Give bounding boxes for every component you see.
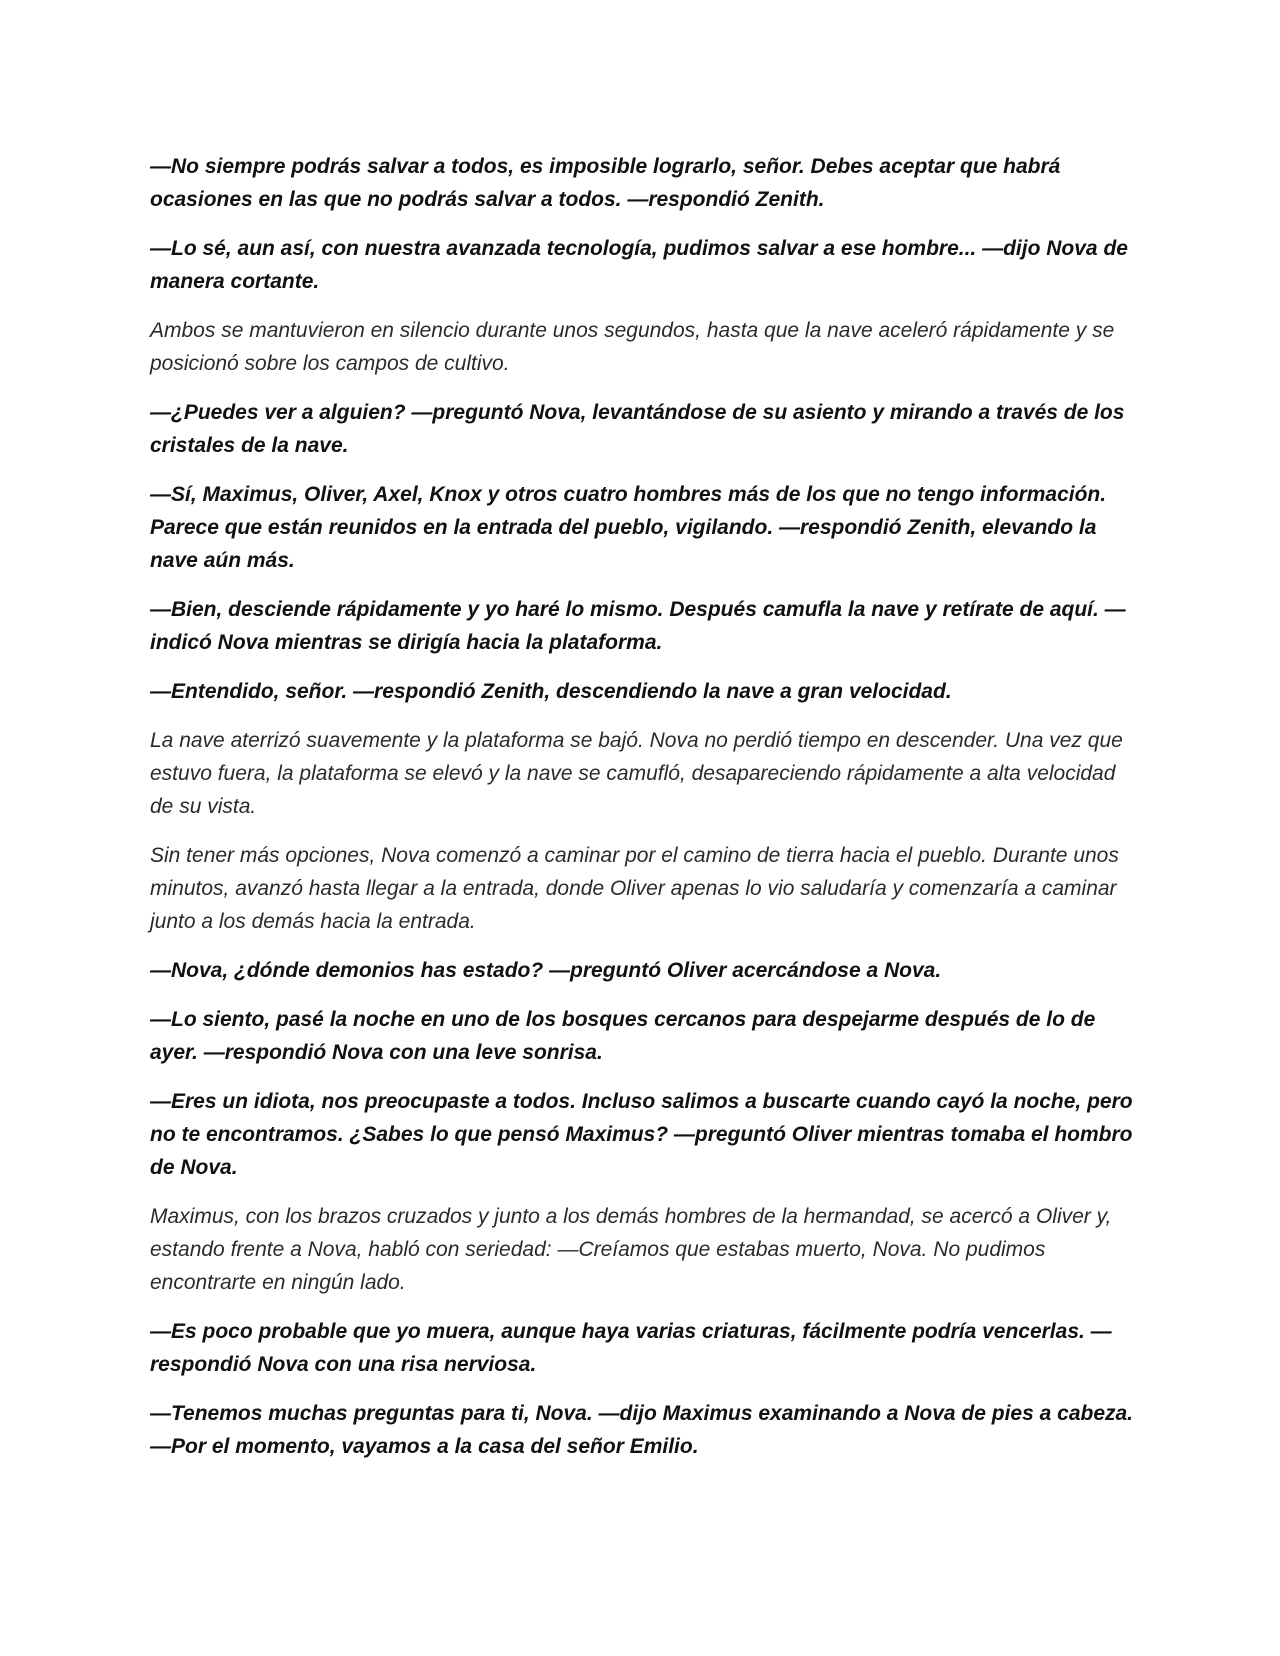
paragraph: Ambos se mantuvieron en silencio durante unos segundos, hasta que la nave aceleró rápidamente y se posicionó sobre los campos de cultivo. bbox=[150, 319, 1115, 375]
paragraph: Sin tener más opciones, Nova comenzó a caminar por el camino de tierra hacia el pueblo. Durante unos minutos, avanzó hasta llegar a la entrada, donde Oliver apenas lo vio saludaría y comenzaría a caminar junto a los demás hacia la entrada. bbox=[150, 844, 1119, 933]
paragraph: —¿Puedes ver a alguien? —preguntó Nova, levantándose de su asiento y mirando a través de los cristales de la nave. bbox=[150, 401, 1125, 457]
paragraph: —Tenemos muchas preguntas para ti, Nova. —dijo Maximus examinando a Nova de pies a cabeza. —Por el momento, vayamos a la casa del señor Emilio. bbox=[150, 1402, 1134, 1458]
paragraph: —Es poco probable que yo muera, aunque haya varias criaturas, fácilmente podría vencerlas. —respondió Nova con una risa nerviosa. bbox=[150, 1320, 1112, 1376]
paragraph: —Lo sé, aun así, con nuestra avanzada tecnología, pudimos salvar a ese hombre... —dijo Nova de manera cortante. bbox=[150, 237, 1128, 293]
paragraph: Maximus, con los brazos cruzados y junto a los demás hombres de la hermandad, se acercó a Oliver y, estando frente a Nova, habló con seriedad: —Creíamos que estabas muerto, Nova. No pudimos encontrarte en ningún lado. bbox=[150, 1205, 1112, 1294]
paragraph: —Eres un idiota, nos preocupaste a todos. Incluso salimos a buscarte cuando cayó la noche, pero no te encontramos. ¿Sabes lo que pensó Maximus? —preguntó Oliver mientras tomaba el hombro de Nova. bbox=[150, 1090, 1133, 1179]
paragraph: —Bien, desciende rápidamente y yo haré lo mismo. Después camufla la nave y retírate de aquí. —indicó Nova mientras se dirigía hacia la plataforma. bbox=[150, 598, 1126, 654]
paragraph: —Nova, ¿dónde demonios has estado? —preguntó Oliver acercándose a Nova. bbox=[150, 959, 942, 982]
paragraph: La nave aterrizó suavemente y la plataforma se bajó. Nova no perdió tiempo en descender. Una vez que estuvo fuera, la plataforma se elevó y la nave se camufló, desapareciendo rápidamente a alta velocidad de su vista. bbox=[150, 729, 1123, 818]
document-page bbox=[150, 150, 1135, 1479]
paragraph: —Sí, Maximus, Oliver, Axel, Knox y otros cuatro hombres más de los que no tengo información. Parece que están reunidos en la entrada del pueblo, vigilando. —respondió Zenith, elevando la nave aún más. bbox=[150, 483, 1107, 572]
paragraph: —Entendido, señor. —respondió Zenith, descendiendo la nave a gran velocidad. bbox=[150, 680, 952, 703]
paragraph: —No siempre podrás salvar a todos, es imposible lograrlo, señor. Debes aceptar que habrá ocasiones en las que no podrás salvar a todos. —respondió Zenith. bbox=[150, 155, 1061, 211]
paragraph: —Lo siento, pasé la noche en uno de los bosques cercanos para despejarme después de lo de ayer. —respondió Nova con una leve sonrisa. bbox=[150, 1008, 1096, 1064]
